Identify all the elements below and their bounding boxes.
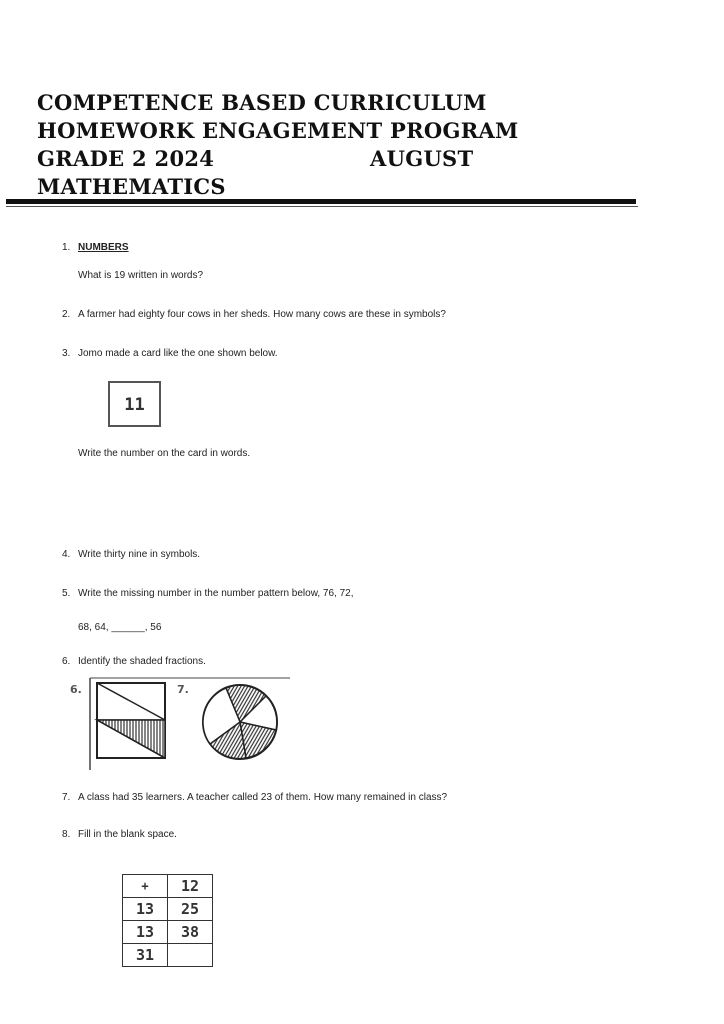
q3-text: Jomo made a card like the one shown below. bbox=[78, 348, 278, 359]
shaded-circle bbox=[203, 685, 277, 759]
q5-text: Write the missing number in the number pattern below, 76, 72, bbox=[78, 588, 354, 599]
figure-label-6: 6. bbox=[70, 683, 82, 696]
header-subject: MATHEMATICS bbox=[37, 174, 226, 199]
table-row bbox=[123, 898, 213, 921]
header-grade: GRADE 2 2024 bbox=[37, 146, 215, 171]
q1-heading: NUMBERS bbox=[78, 242, 129, 253]
q6-text: Identify the shaded fractions. bbox=[78, 656, 206, 667]
table-row bbox=[123, 944, 213, 967]
header-month: AUGUST bbox=[370, 146, 474, 171]
q5-pattern: 68, 64, ______, 56 bbox=[78, 622, 162, 633]
header-divider bbox=[6, 199, 636, 204]
table-cell: 13 bbox=[123, 921, 168, 944]
number-card-value: 11 bbox=[124, 395, 145, 415]
q5-number: 5. bbox=[62, 588, 71, 599]
table-row bbox=[123, 875, 213, 898]
number-card bbox=[108, 381, 161, 427]
q8-number: 8. bbox=[62, 829, 71, 840]
table-row bbox=[123, 921, 213, 944]
header-line-2: HOMEWORK ENGAGEMENT PROGRAM bbox=[37, 118, 519, 143]
q1-text: What is 19 written in words? bbox=[78, 270, 204, 281]
header-divider-thin bbox=[6, 206, 638, 207]
q7-number: 7. bbox=[62, 792, 71, 803]
q8-text: Fill in the blank space. bbox=[78, 829, 177, 840]
figure-label-7: 7. bbox=[177, 683, 189, 696]
blank-answer-cell[interactable] bbox=[168, 944, 213, 967]
q3-followup: Write the number on the card in words. bbox=[78, 448, 251, 459]
q4-text: Write thirty nine in symbols. bbox=[78, 549, 201, 560]
q7-text: A class had 35 learners. A teacher called 23 of them. How many remained in class? bbox=[78, 792, 448, 803]
shaded-rectangle bbox=[97, 683, 165, 758]
q2-text: A farmer had eighty four cows in her sheds. How many cows are these in symbols? bbox=[78, 309, 446, 320]
table-cell: + bbox=[123, 875, 168, 898]
table-cell: 38 bbox=[168, 921, 213, 944]
table-cell: 13 bbox=[123, 898, 168, 921]
shaded-fractions-figure bbox=[60, 675, 300, 775]
addition-table bbox=[122, 874, 213, 967]
q2-number: 2. bbox=[62, 309, 71, 320]
table-cell: 31 bbox=[123, 944, 168, 967]
table-cell: 25 bbox=[168, 898, 213, 921]
q4-number: 4. bbox=[62, 549, 71, 560]
q3-number: 3. bbox=[62, 348, 71, 359]
q6-number: 6. bbox=[62, 656, 71, 667]
table-cell: 12 bbox=[168, 875, 213, 898]
q1-number: 1. bbox=[62, 242, 71, 253]
header-line-1: COMPETENCE BASED CURRICULUM bbox=[37, 90, 487, 115]
